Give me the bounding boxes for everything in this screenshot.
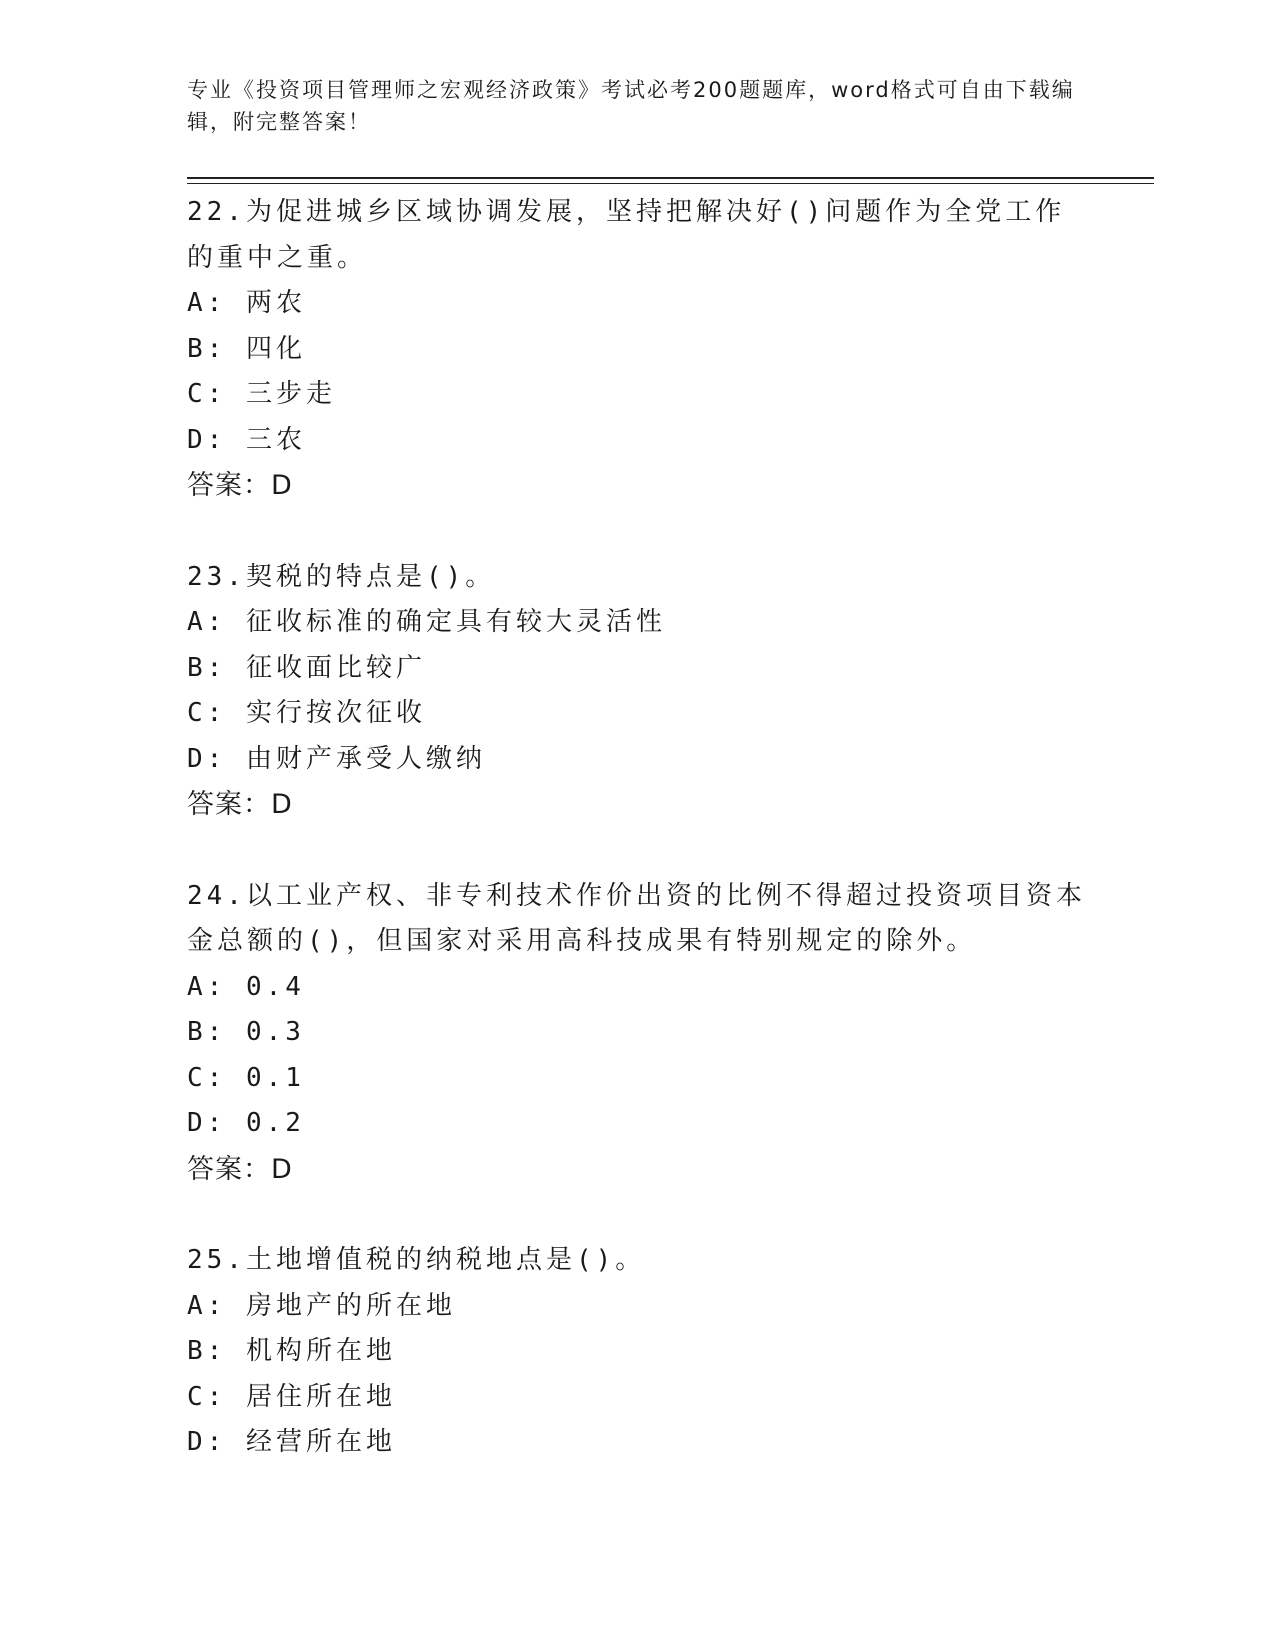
option-b: B: 0.3	[187, 1017, 305, 1047]
answer: 答案：D	[187, 470, 293, 501]
option-c: C: 居住所在地	[187, 1381, 396, 1412]
header-divider-thick	[187, 177, 1154, 179]
spacer	[187, 828, 1087, 874]
option-a: A: 两农	[187, 288, 306, 318]
question-23	[187, 555, 1087, 828]
option-c: C: 0.1	[187, 1062, 305, 1093]
option-d: D: 经营所在地	[187, 1427, 396, 1457]
question-stem: 24.以工业产权、非专利技术作价出资的比例不得超过投资项目资本金总额的()，但国家对采用高科技成果有特别规定的除外。	[187, 880, 1086, 956]
question-stem: 22.为促进城乡区域协调发展，坚持把解决好()问题作为全党工作的重中之重。	[187, 197, 1066, 273]
option-a: A: 房地产的所在地	[187, 1290, 456, 1321]
question-stem: 25.土地增值税的纳税地点是()。	[187, 1245, 646, 1275]
option-d: D: 由财产承受人缴纳	[187, 743, 486, 774]
question-stem: 23.契税的特点是()。	[187, 561, 496, 592]
option-c: C: 三步走	[187, 379, 336, 409]
question-22	[187, 190, 1087, 509]
question-25	[187, 1238, 1087, 1466]
header-divider-thin	[187, 183, 1154, 184]
answer: 答案：D	[187, 789, 293, 820]
document-header: 专业《投资项目管理师之宏观经济政策》考试必考200题题库，word格式可自由下载编辑，附完整答案！	[187, 78, 1075, 134]
option-c: C: 实行按次征收	[187, 698, 426, 728]
option-a: A: 0.4	[187, 971, 305, 1002]
answer: 答案：D	[187, 1153, 293, 1185]
question-list	[187, 190, 1087, 1466]
question-24	[187, 874, 1087, 1193]
option-d: D: 三农	[187, 424, 306, 455]
option-a: A: 征收标准的确定具有较大灵活性	[187, 607, 666, 637]
option-b: B: 四化	[187, 333, 306, 364]
option-d: D: 0.2	[187, 1108, 305, 1138]
spacer	[187, 509, 1087, 555]
spacer	[187, 1192, 1087, 1238]
option-b: B: 机构所在地	[187, 1336, 396, 1366]
option-b: B: 征收面比较广	[187, 652, 426, 683]
